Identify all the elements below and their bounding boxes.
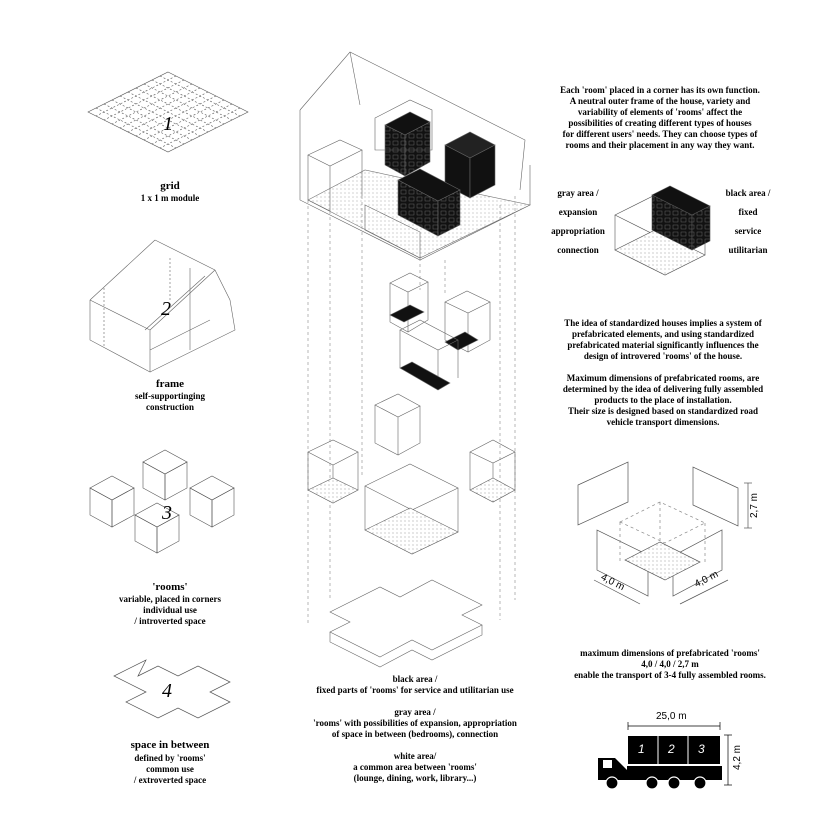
step-3-desc: variable, placed in corners individual use / introverted space — [119, 594, 221, 626]
truck-icon — [598, 722, 732, 789]
dimension-width-left: 4,0 m — [598, 571, 627, 594]
legend-left-line: gray area / — [557, 188, 599, 198]
area-legend-text: black area / fixed parts of 'rooms' for service and utilitarian use gray area / 'rooms' with possibilities of expansion, appropriation of space in between (bedrooms), connection white area/ a common area between 'rooms' (lounge, dining, work, library...) — [313, 674, 517, 783]
legend-left-line: expansion — [558, 207, 598, 217]
step-4-desc: defined by 'rooms' common use / extroverted space — [133, 753, 207, 785]
legend-right-line: utilitarian — [728, 245, 768, 255]
truck-slot-1: 1 — [638, 742, 645, 756]
step-1-desc: 1 x 1 m module — [140, 193, 200, 203]
step-3-title: 'rooms' — [152, 581, 188, 593]
truck-slot-3: 3 — [698, 742, 705, 756]
truck-slot-2: 2 — [668, 742, 675, 756]
grid-illustration — [88, 72, 248, 152]
truck-length: 25,0 m — [656, 711, 687, 722]
step-4-number: 4 — [162, 680, 172, 702]
max-dimensions-text: maximum dimensions of prefabricated 'rooms' 4,0 / 4,0 / 2,7 m enable the transport of 3-4 fully assembled rooms. — [574, 648, 766, 680]
exploded-house — [300, 52, 530, 667]
dimension-width-right: 4,0 m — [692, 568, 721, 591]
legend-right-line: black area / — [725, 188, 771, 198]
intro-paragraph: Each 'room' placed in a corner has its own function. A neutral outer frame of the house, variety and variability of elements of 'rooms' affect the possibilities of creating different types of houses for different users' needs. They can choose types of rooms and their placement in any way they want. — [560, 85, 760, 150]
legend-right-line: service — [734, 226, 762, 236]
room-legend-right — [718, 188, 778, 256]
room-legend-left — [548, 188, 608, 256]
step-1-title: grid — [160, 180, 180, 192]
room-type-illustration — [615, 186, 710, 275]
step-1-number: 1 — [163, 113, 173, 135]
standard-paragraph: The idea of standardized houses implies a system of prefabricated elements, and using standardized prefabricated material significantly influences the design of introvered 'rooms' of the house. Maximum dimensions of prefabricated rooms, are determined by the idea of delivering fully assembled products to the place of installation. Their size is designed based on standardized road vehicle transport dimensions. — [562, 318, 764, 427]
legend-left-line: appropriation — [551, 226, 605, 236]
step-2-title: frame — [155, 378, 185, 390]
legend-left-line: connection — [557, 245, 599, 255]
truck-height: 4,2 m — [732, 744, 744, 771]
step-4-title: space in between — [130, 739, 210, 751]
legend-right-line: fixed — [738, 207, 758, 217]
step-2-number: 2 — [161, 298, 171, 320]
dimension-height: 2,7 m — [749, 492, 761, 519]
step-2-desc: self-supportinging construction — [134, 391, 205, 412]
step-3-number: 3 — [162, 502, 172, 524]
